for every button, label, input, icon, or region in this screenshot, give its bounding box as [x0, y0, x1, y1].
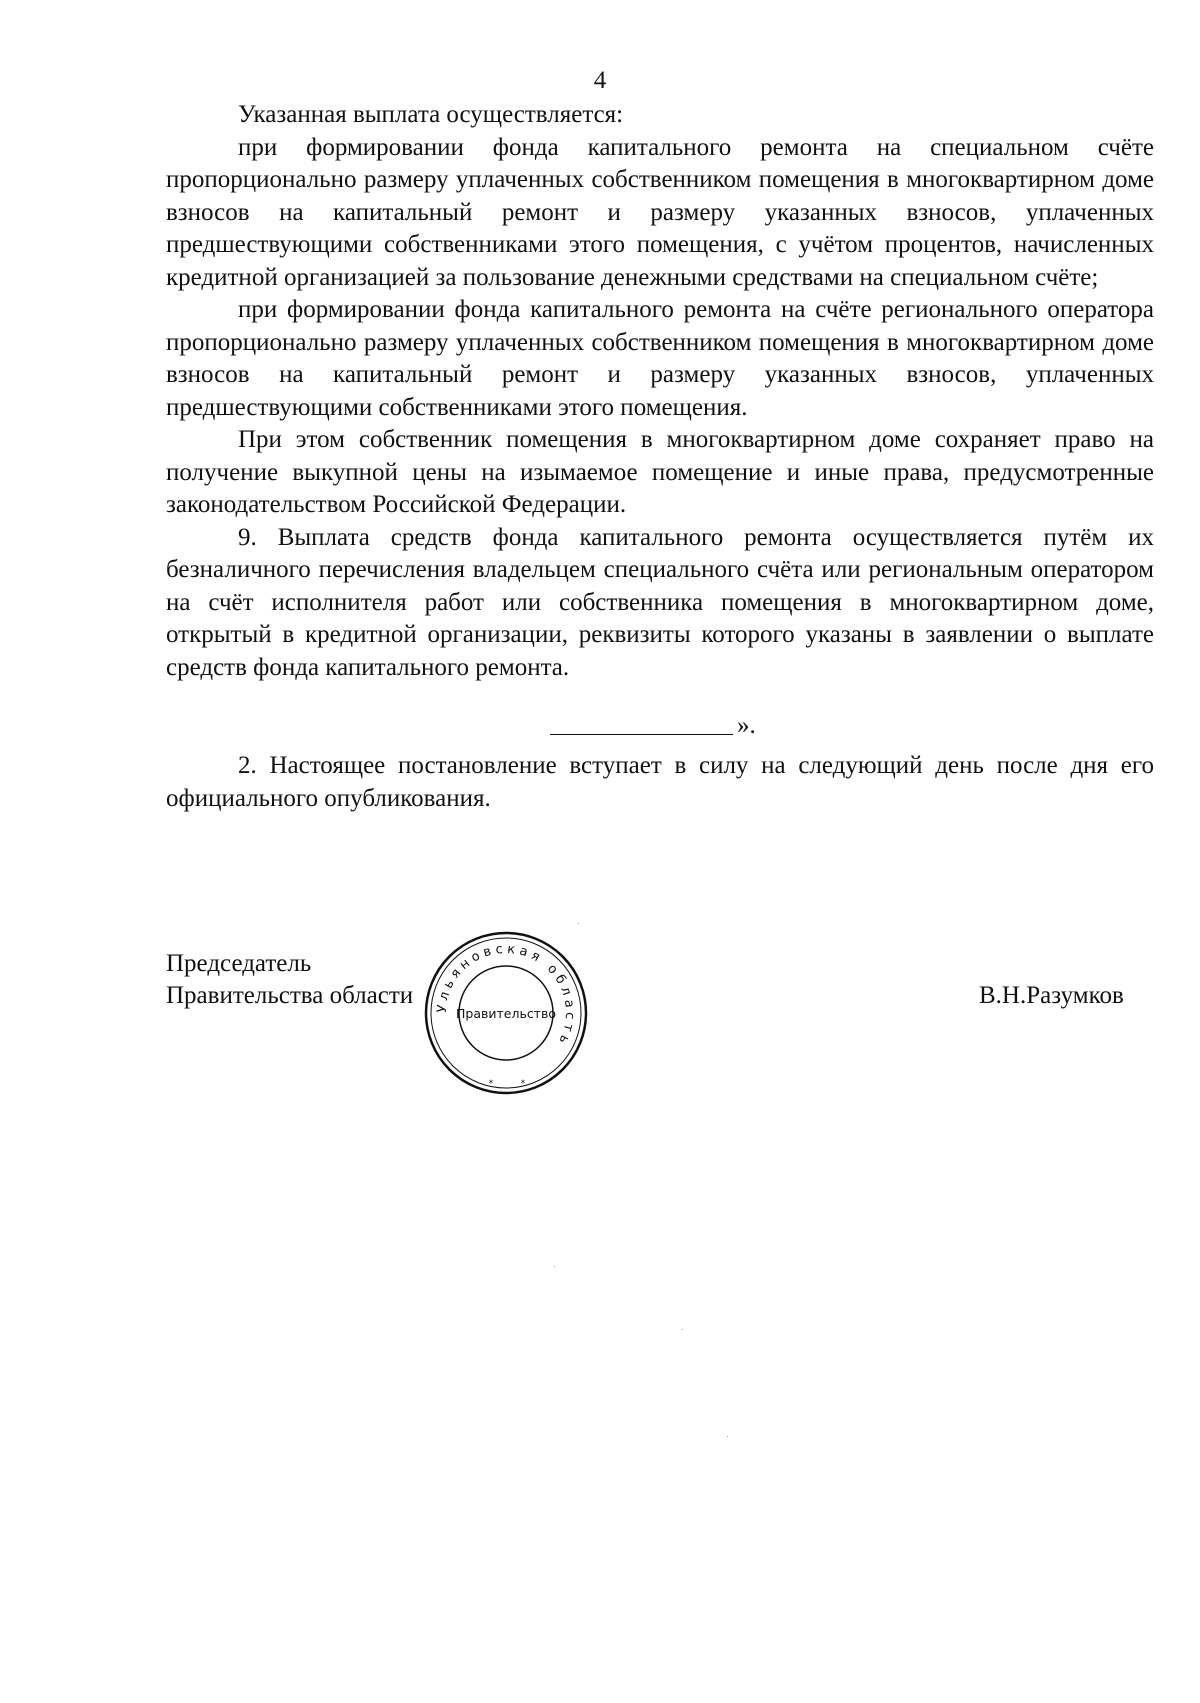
official-seal-icon [423, 930, 589, 1096]
paragraph-regional-operator: при формировании фонда капитального ремонта на счёте регионального оператора пропорционально размеру уплаченных собственником помещения в многоквартирном доме взносов на капитальный ремонт и размеру указанных взносов, уплаченных предшествующими собственниками этого помещения. [166, 296, 1154, 421]
paragraph-payment-intro: Указанная выплата осуществляется: [238, 101, 624, 128]
paragraph-owner-rights: При этом собственник помещения в многоквартирном доме сохраняет право на получение выкупной цены на изымаемое помещение и иные права, предусмотренные законодательством Российской Федерации. [166, 426, 1154, 518]
amendment-closing [166, 694, 1154, 750]
scan-speck [682, 1329, 683, 1330]
signatory-title-line1: Председатель [166, 950, 312, 977]
signatory-name: В.Н.Разумков [979, 982, 1124, 1009]
paragraph-clause-9: 9. Выплата средств фонда капитального ремонта осуществляется путём их безналичного перечисления владельцем специального счёта или региональным оператором на счёт исполнителя работ или собственника помещения в многоквартирном доме, открытый в кредитной организации, реквизиты которого указаны в заявлении о выплате средств фонда капитального ремонта. [166, 523, 1154, 681]
closing-rule-line [550, 734, 733, 735]
paragraph-entry-into-force: 2. Настоящее постановление вступает в силу на следующий день после дня его официального опубликования. [166, 752, 1154, 812]
document-body [166, 99, 1154, 815]
seal-center-text: Правительство [456, 1006, 556, 1021]
signatory-title-line2: Правительства области [166, 982, 414, 1009]
svg-text:Ульяновская область [435, 942, 577, 1050]
seal-outer-text: Ульяновская область [434, 941, 578, 1050]
closing-quote-mark: ». [737, 712, 756, 739]
signatory-title [166, 948, 413, 1012]
scan-speck [578, 923, 579, 924]
paragraph-special-account: при формировании фонда капитального ремонта на специальном счёте пропорционально размеру уплаченных собственником помещения в многоквартирном доме взносов на капитальный ремонт и размеру указанных взносов, уплаченных предшествующими собственниками этого помещения, с учётом процентов, начисленных кредитной организацией за пользование денежными средствами на специальном счёте; [166, 133, 1154, 291]
scan-speck [727, 1436, 728, 1437]
seal-star-left-icon: * [488, 1079, 494, 1089]
page-number: 4 [593, 67, 607, 94]
scan-speck [554, 1266, 555, 1267]
seal-star-right-icon: * [520, 1079, 526, 1089]
